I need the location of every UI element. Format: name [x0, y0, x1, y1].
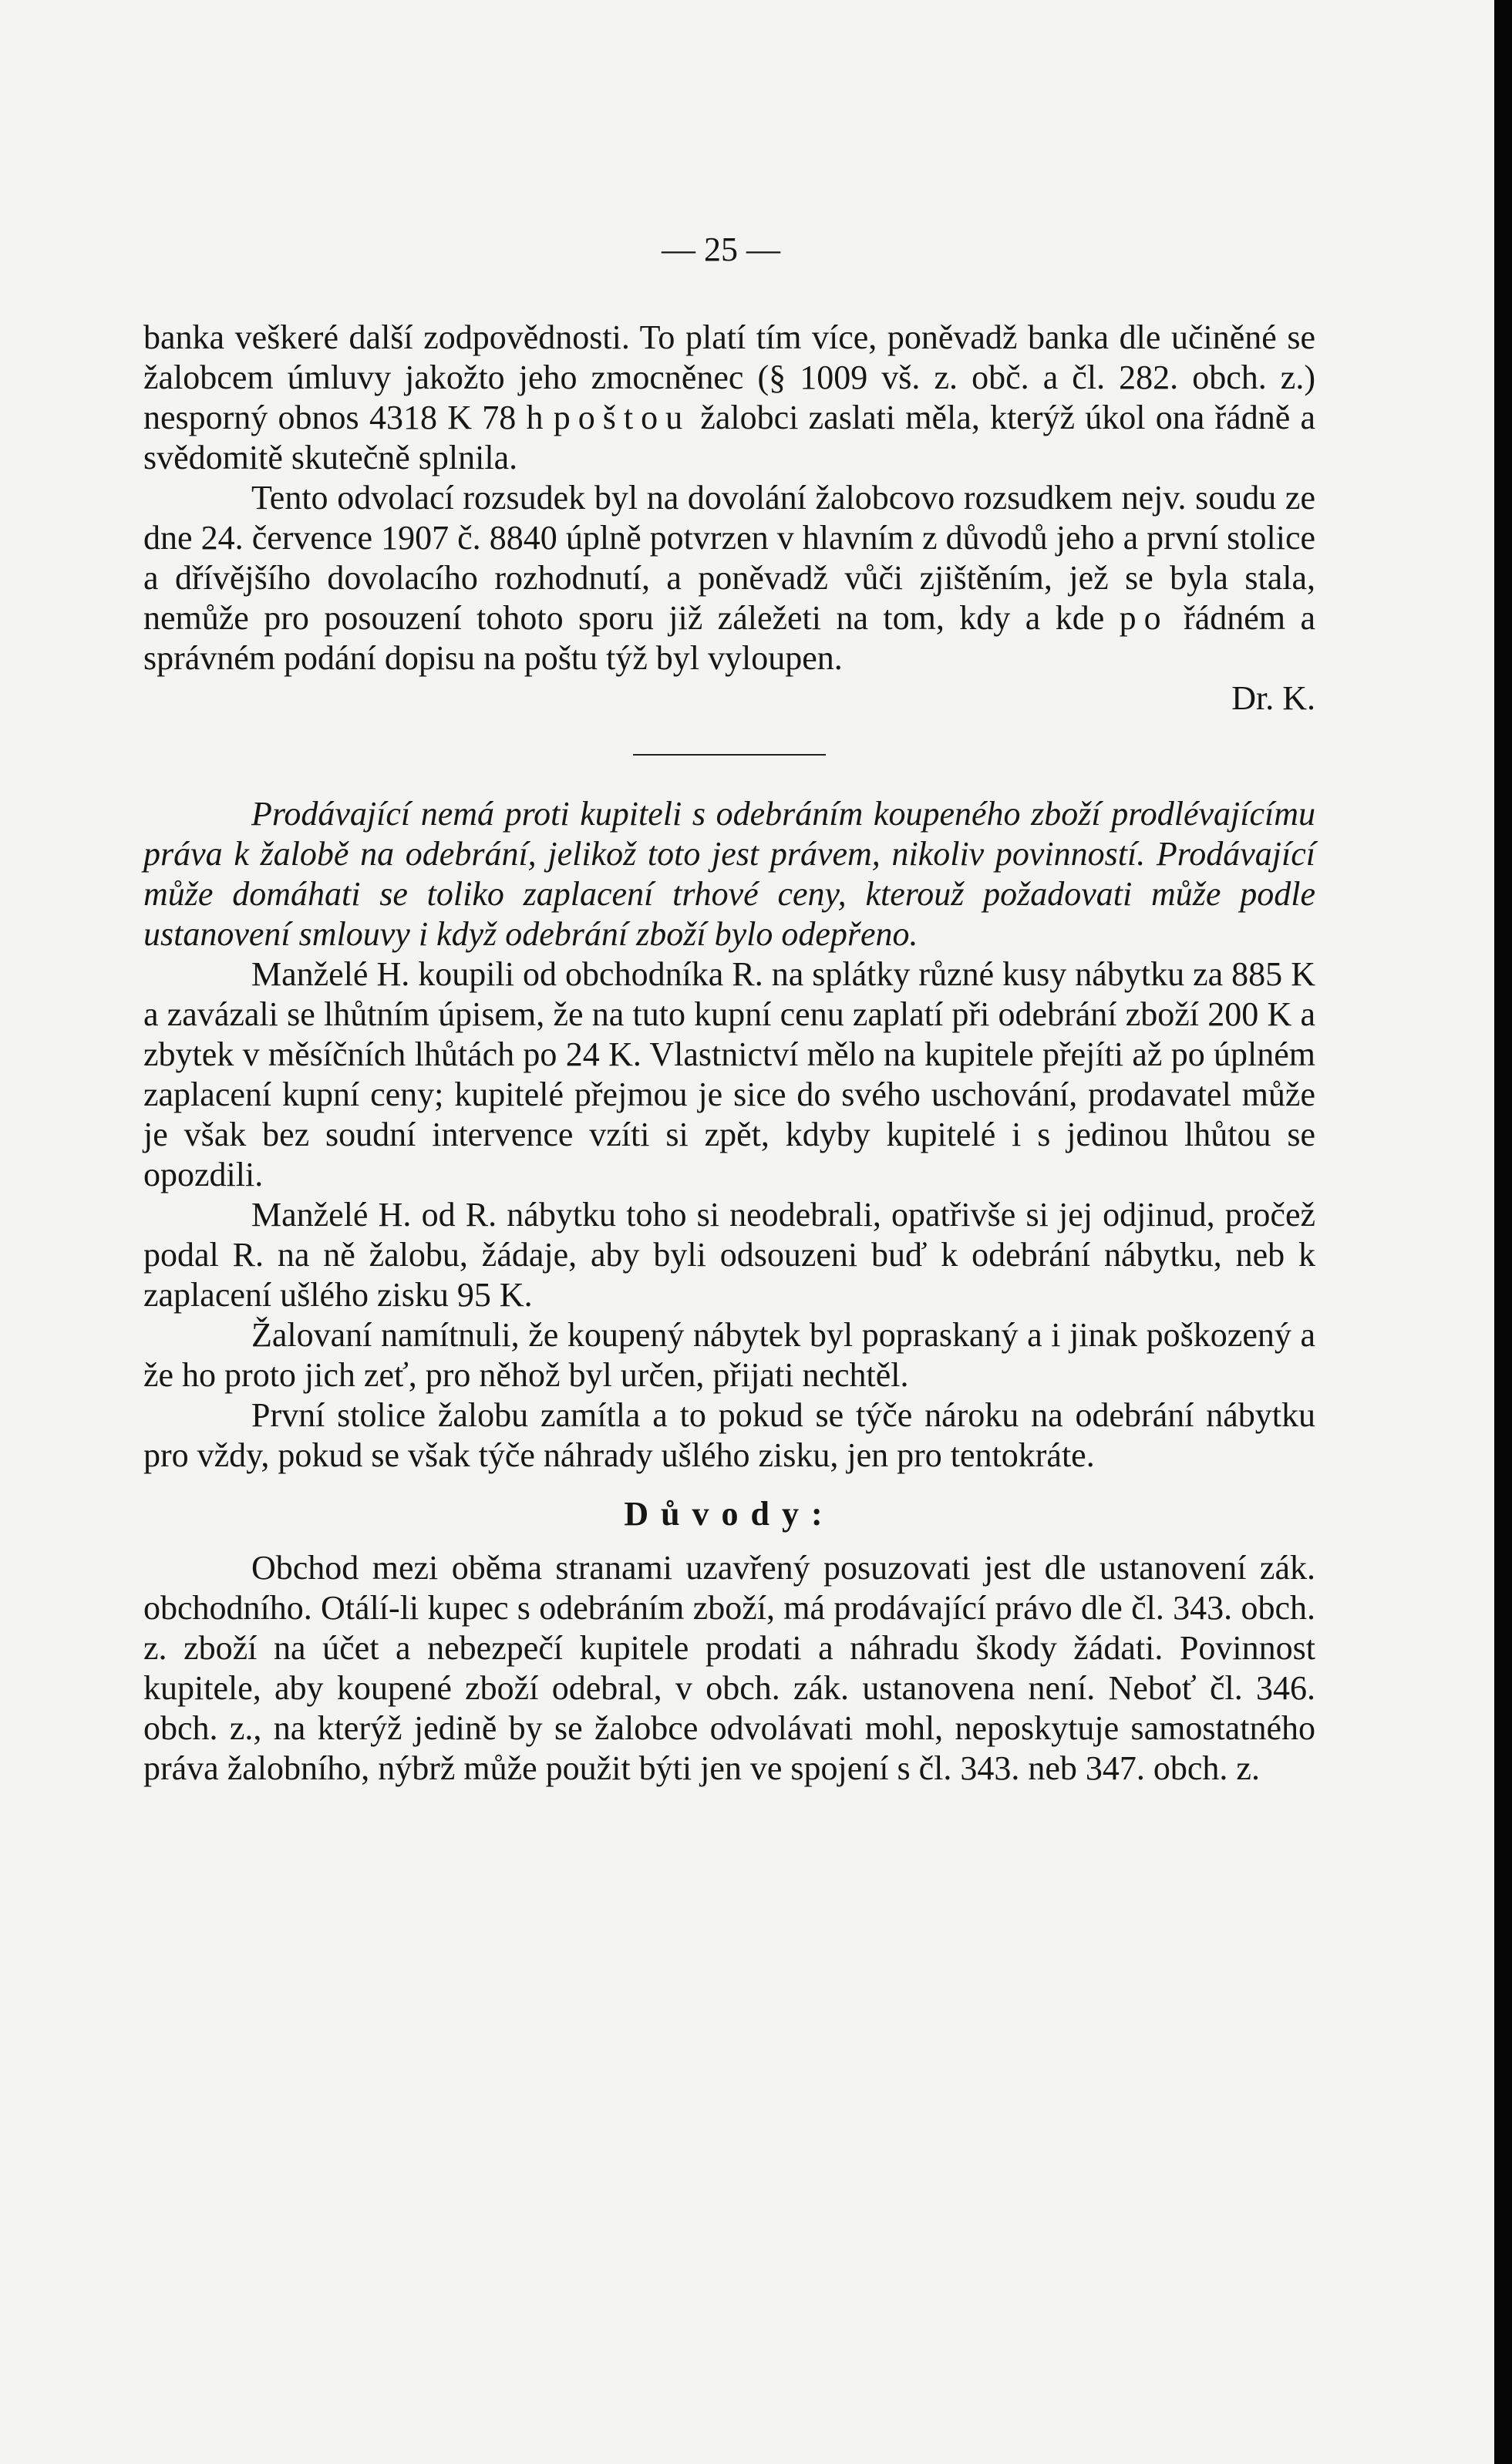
paragraph-5: Žalovaní namítnuli, že koupený nábytek byl popraskaný a i jinak poškozený a že ho proto jich zeť, pro něhož byl určen, přijati nechtěl. [143, 1316, 1315, 1394]
paragraph-1-spaced-word: poštou [553, 399, 691, 436]
paragraph-1-end: žalobci zaslati měla, kterýž úkol ona řádně a svědomitě skutečně splnila. [143, 399, 1316, 476]
paragraph-4: Manželé H. od R. nábytku toho si neodebrali, opatřivše si jej odjinud, pročež podal R. na ně žalobu, žádaje, aby byli odsouzeni buď k odebrání nábytku, neb k zaplacení ušlého zisku 95 K. [143, 1196, 1315, 1314]
document-body [143, 224, 1315, 1789]
case-summary: Prodávající nemá proti kupiteli s odebráním koupeného zboží prodlévajícímu práva k žalobě na odebrání, jelikož toto jest právem, nikoliv povinností. Prodávající může domáhati se toliko zaplacení trhové ceny, kterouž požadovati může podle ustanovení smlouvy i když odebrání zboží bylo odepřeno. [143, 795, 1315, 953]
paragraph-2-spaced-word: po [1119, 599, 1169, 637]
paragraph-7: Obchod mezi oběma stranami uzavřený posuzovati jest dle ustanovení zák. obchodního. Otálí-li kupec s odebráním zboží, má prodávající právo dle čl. 343. obch. z. zboží na účet a nebezpečí kupitele prodati a náhradu škody žádati. Povinnost kupitele, aby koupené zboží odebral, v obch. zák. ustanovena není. Neboť čl. 346. obch. z., na kterýž jedině by se žalobce odvolávati mohl, neposkytuje samostatného práva žalobního, nýbrž může použit býti jen ve spojení s čl. 343. neb 347. obch. z. [143, 1549, 1315, 1787]
reasons-heading: Důvody: [624, 1495, 835, 1533]
section-divider [633, 754, 826, 756]
paragraph-6: První stolice žalobu zamítla a to pokud se týče nároku na odebrání nábytku pro vždy, pokud se však týče náhrady ušlého zisku, jen pro tentokráte. [143, 1396, 1315, 1474]
paragraph-2-text: Tento odvolací rozsudek byl na dovolání žalobcovo rozsudkem nejv. soudu ze dne 24. července 1907 č. 8840 úplně potvrzen v hlavním z důvodů jeho a první stolice a dřívějšího dovolacího rozhodnutí, a poněvadž vůči zjištěním, jež se byla stala, nemůže pro posouzení tohoto sporu již záležeti na tom, kdy a kde [143, 479, 1315, 637]
page-number: — 25 — [662, 231, 780, 268]
paragraph-3: Manželé H. koupili od obchodníka R. na splátky různé kusy nábytku za 885 K a zavázali se lhůtním úpisem, že na tuto kupní cenu zaplatí při odebrání zboží 200 K a zbytek v měsíčních lhůtách po 24 K. Vlastnictví mělo na kupitele přejíti až po úplném zaplacení kupní ceny; kupitelé přejmou je sice do svého uschování, prodavatel může je však bez soudní intervence vzíti si zpět, kdyby kupitelé i s jedinou lhůtou se opozdili. [143, 955, 1315, 1193]
scan-edge-right [1494, 0, 1512, 2464]
signature: Dr. K. [1231, 679, 1315, 717]
paragraph-1-text: banka veškeré další zodpovědnosti. To platí tím více, poněvadž banka dle učiněné se žalobcem úmluvy jakožto jeho zmocněnec (§ 1009 vš. z. obč. a čl. 282. obch. z.) nesporný obnos 4318 K 78 h [143, 318, 1315, 436]
paragraph-1 [143, 318, 1315, 478]
paragraph-2-end: řádném a správném podání dopisu na poštu týž byl vyloupen. [143, 599, 1316, 677]
top-spacer [143, 224, 1315, 318]
paragraph-2 [143, 478, 1315, 678]
